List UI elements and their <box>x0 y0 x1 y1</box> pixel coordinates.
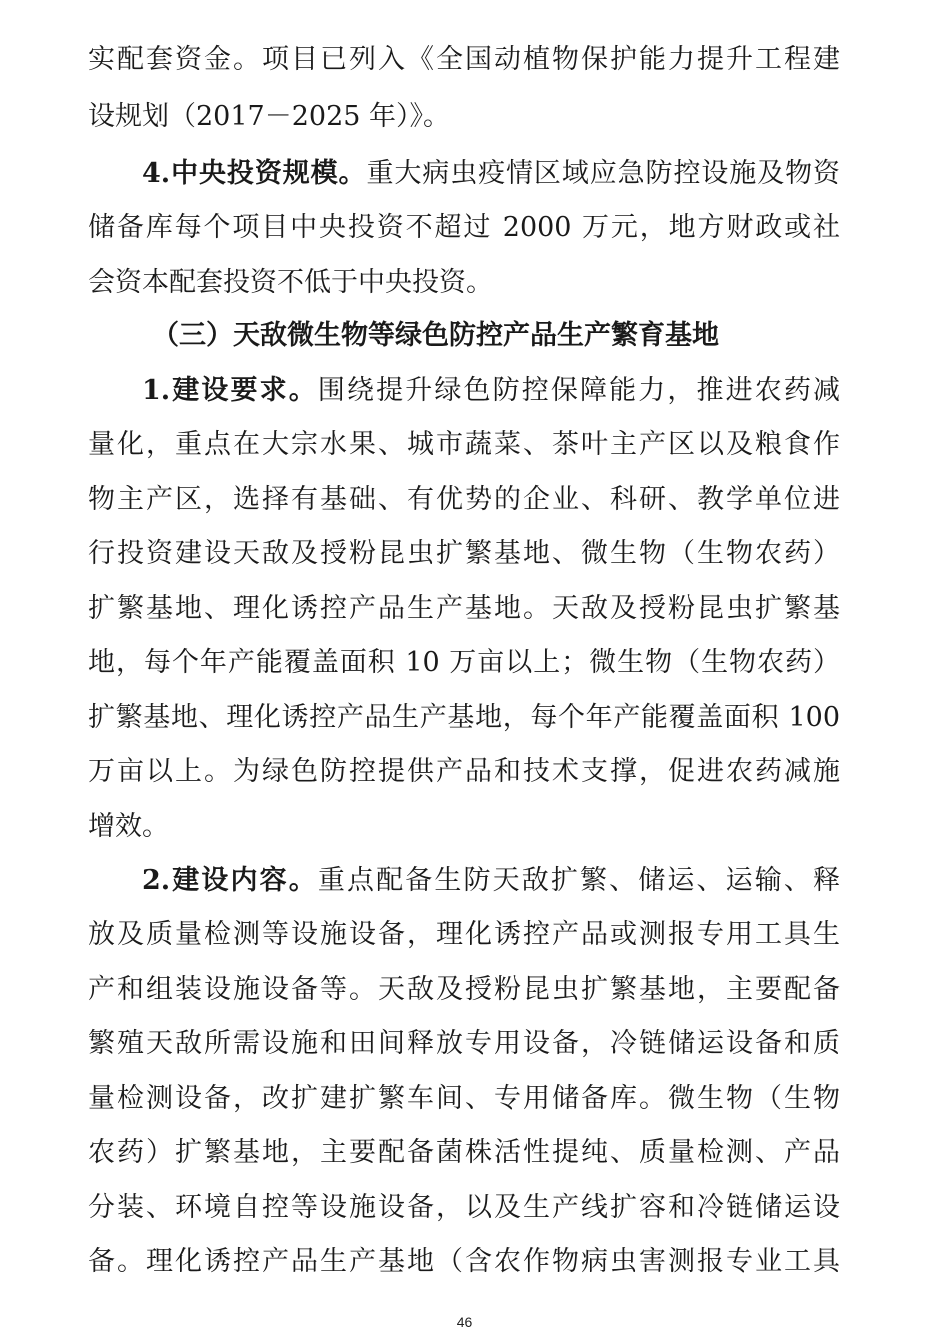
paragraph-text: 围绕提升绿色防控保障能力，推进农药减 <box>317 375 840 406</box>
text-line: 实配套资金。项目已列入《全国动植物保护能力提升工程建 <box>88 44 840 75</box>
page-number: 46 <box>456 1314 473 1330</box>
text-line: 放及质量检测等设施设备，理化诱控产品或测报专用工具生 <box>88 919 840 950</box>
paragraph-lead: 4.中央投资规模。 <box>142 158 367 189</box>
paragraph-text: 重大病虫疫情区域应急防控设施及物资 <box>366 158 840 189</box>
text-line: 备。理化诱控产品生产基地（含农作物病虫害测报专业工具 <box>88 1246 840 1277</box>
paragraph-start <box>142 154 840 194</box>
paragraph-start <box>142 861 840 901</box>
text-line: 增效。 <box>88 811 169 842</box>
text-line: 扩繁基地、理化诱控产品生产基地，每个年产能覆盖面积 100 <box>88 702 840 733</box>
text-line: 行投资建设天敌及授粉昆虫扩繁基地、微生物（生物农药） <box>88 538 840 569</box>
text-line: 量检测设备，改扩建扩繁车间、专用储备库。微生物（生物 <box>88 1083 840 1114</box>
text-line: 量化，重点在大宗水果、城市蔬菜、茶叶主产区以及粮食作 <box>88 429 840 460</box>
text-line: 农药）扩繁基地，主要配备菌株活性提纯、质量检测、产品 <box>88 1137 840 1168</box>
text-line: 储备库每个项目中央投资不超过 2000 万元，地方财政或社 <box>88 212 840 243</box>
text-line: 万亩以上。为绿色防控提供产品和技术支撑，促进农药减施 <box>88 756 840 787</box>
paragraph-lead: 1.建设要求。 <box>142 375 318 406</box>
text-line: 分装、环境自控等设施设备，以及生产线扩容和冷链储运设 <box>88 1192 840 1223</box>
paragraph-lead: 2.建设内容。 <box>142 865 318 896</box>
text-line: 物主产区，选择有基础、有优势的企业、科研、教学单位进 <box>88 484 840 515</box>
text-line: 繁殖天敌所需设施和田间释放专用设备，冷链储运设备和质 <box>88 1028 840 1059</box>
section-heading: （三）天敌微生物等绿色防控产品生产繁育基地 <box>152 320 719 351</box>
text-line: 设规划（2017－2025 年）》。 <box>88 101 451 132</box>
paragraph-start <box>142 371 840 411</box>
text-line: 扩繁基地、理化诱控产品生产基地。天敌及授粉昆虫扩繁基 <box>88 593 840 624</box>
paragraph-text: 重点配备生防天敌扩繁、储运、运输、释 <box>317 865 840 896</box>
text-line: 会资本配套投资不低于中央投资。 <box>88 267 493 298</box>
text-line: 地，每个年产能覆盖面积 10 万亩以上；微生物（生物农药） <box>88 647 840 678</box>
text-line: 产和组装设施设备等。天敌及授粉昆虫扩繁基地，主要配备 <box>88 974 840 1005</box>
